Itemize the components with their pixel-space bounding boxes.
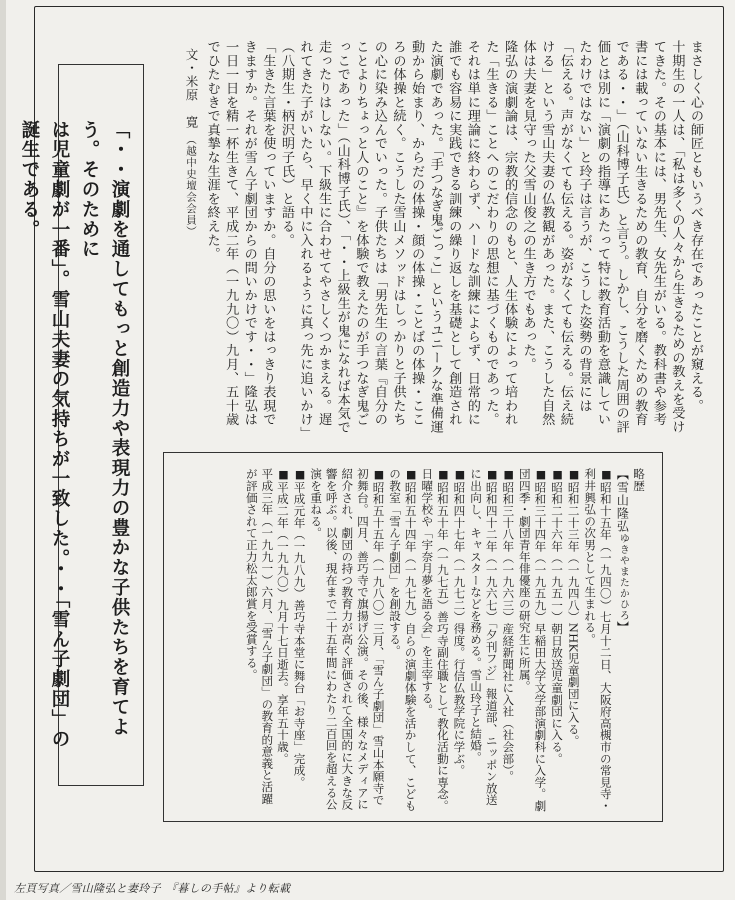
- byline-author: 文・米原 寛: [184, 48, 199, 129]
- body-paragraph: まさしく心の師匠ともいうべき存在であったことが窺える。: [688, 40, 703, 413]
- bio-entry-text: 昭和四十七年（一九七二）得度。行信仏教学院に学ぶ。: [452, 481, 467, 777]
- square-bullet-icon: ■: [502, 468, 516, 482]
- photo-caption: 左頁写真／雪山隆弘と妻玲子: [14, 882, 161, 895]
- bio-entry-text: 昭和十五年（一九四〇）七月十二日、大阪府高槻市の常見寺・利井興弘の次男として生まれる。: [583, 468, 613, 812]
- byline: [160, 48, 200, 278]
- bio-name: 【雪山隆弘: [615, 468, 630, 533]
- biography-entry: [548, 468, 565, 812]
- bio-entry-text: 昭和二十六年（一九五一）朝日放送児童劇団に入る。: [550, 481, 565, 765]
- article-body: [204, 40, 704, 436]
- pull-quote-line: は児童劇が一番」。雪山夫妻の気持ちが一致した。・・「雪ん子劇団」の誕生である。: [19, 120, 70, 749]
- bio-entry-text: 平成三年（一九九一）六月、「雪ん子劇団」の教育的意義と活躍が評価されて正力松太郎賞を受賞する。: [244, 468, 275, 805]
- square-bullet-icon: ■: [453, 468, 467, 482]
- biography-entry: [451, 468, 468, 812]
- page-edge: [0, 0, 6, 900]
- biography-entry: [582, 468, 614, 812]
- byline-org: （越中史壇会会員）: [185, 133, 197, 238]
- biography-entry: [243, 468, 274, 812]
- biography-entry: [565, 468, 582, 812]
- bio-entry-text: 昭和五十四年（一九七九）自らの演劇体験を活かして、こどもの教室「雪ん子劇団」を創設する。: [388, 468, 418, 812]
- body-paragraph: 隆弘の演劇論は、宗教的信念のもと、人生体験によって培われた「生きる」ことへのこだわりの思想に基づくものであった。それは単に理論に終わらず、ハードな訓練によらず、日常的に誰でも容易に実践できる訓練の繰り返しを基礎として創造された演劇であった。「手つなぎ鬼ごっこ」というユニークな準備運動から始まり、からだの体操・顔の体操・ことばの体操・こころの体操と続く。こうした雪山メソッドはしっかりと子供たちの心に染み込んでいった。子供たちは「男先生の言葉『自分のことよりちょっと人のこと』を体験で教えたのが手つなぎ鬼ごっこであった」（山科博子氏）、「・・上級生が鬼になれば本気で走ったりはしない。下級生に合わせてやさしくつかまえる。遅れてきた子がいたら、早く中に入れるように真っ先に追いかけ」（八期生・柄沢明子氏）と語る。: [278, 40, 518, 435]
- body-paragraph: 十期生の一人は、「私は多くの人々から生きるための教えを受けてきた。その基本には、男先生、女先生がいる。教科書や参考書には載っていない生きるための教育、自分を磨くための教育である・・」（山科博子氏）と言う。しかし、こうした周囲の評価とは別に「演劇の指導にあたって特に教育活動を意識していたわけではない」と玲子は言うが、こうした姿勢の背景には「伝える。声がなくても伝える。姿がなくても伝える。伝え続ける」という雪山夫妻の仏教観があった。また、こうした自然体は夫妻を見守った父雪山俊之の生き方でもあった。: [520, 40, 685, 434]
- biography-entry: [467, 468, 499, 812]
- biography-entry: [500, 468, 517, 812]
- pull-quote-line: 「・・演劇を通してもっと創造力や表現力の豊かな子供たちを育てよう。そのために: [79, 120, 130, 737]
- square-bullet-icon: ■: [599, 468, 613, 482]
- bio-entry-text: 昭和五十五年（一九八〇）三月、「雪ん子劇団」雪山本願寺で初舞台。四月、善巧寺で旗揚げ公演。その後、様々なメディアに紹介され、劇団の持つ教育力が高く評価されて全国的に大きな反響を呼ぶ。以後、現在まで二十五年間にわたり二百回を超える公演を重ねる。: [309, 468, 386, 811]
- biography-entry: [387, 468, 419, 812]
- biography-entry: [291, 468, 308, 812]
- square-bullet-icon: ■: [372, 468, 386, 482]
- bio-name-reading: ゆきやまたかひろ: [617, 533, 629, 621]
- square-bullet-icon: ■: [293, 468, 307, 482]
- pull-quote: [19, 120, 134, 760]
- bio-entry-text: 平成二年（一九九〇）九月十七日逝去。享年五十歳。: [275, 481, 290, 765]
- bio-entry-text: 昭和二十三年（一九四八）NHK児童劇団に入る。: [566, 481, 581, 747]
- bio-entry-text: 昭和三十八年（一九六三）産経新聞社に入社（社会部）。: [501, 481, 516, 783]
- bio-entry-text: 昭和四十二年（一九六七）「夕刊フジ」報道部、ニッポン放送に出向し、キャスターなどを務める。雪山玲子と結婚。: [469, 468, 499, 806]
- biography-entry: [274, 468, 291, 812]
- biography-entry: [308, 468, 387, 812]
- square-bullet-icon: ■: [276, 468, 290, 482]
- bio-entry-text: 平成元年（一九八九）善巧寺本堂に舞台「お寺座」完成。: [292, 481, 307, 789]
- bio-entry-text: 昭和五十年（一九七五）善巧寺副住職として教化活動に専念。日曜学校や「宇奈月夢を語る会」を主宰する。: [420, 468, 450, 812]
- biography-entry: [419, 468, 451, 812]
- biography: [180, 468, 646, 812]
- biography-entry: [516, 468, 548, 812]
- bio-entry-text: 昭和三十四年（一九五九）早稲田大学文学部演劇科に入学。劇団四季・劇団青年俳優座の研究生に所属。: [517, 468, 548, 812]
- bio-name-close: 】: [615, 621, 630, 634]
- source-credit: 『暮しの手帖』より転載: [166, 882, 291, 895]
- biography-heading: 略歴: [632, 468, 646, 492]
- biography-name: [614, 468, 631, 812]
- square-bullet-icon: ■: [534, 468, 548, 482]
- body-paragraph: 「生きた言葉を使っていますか。自分の思いをはっきり表現できますか。それが雪ん子劇団からの問いかけです・・」隆弘は一日一日を精一杯生きて、平成二年（一九九〇）九月、五十歳でひたむきで真摯な生涯を終えた。: [204, 40, 276, 427]
- square-bullet-icon: ■: [485, 468, 499, 482]
- square-bullet-icon: ■: [404, 468, 418, 482]
- square-bullet-icon: ■: [567, 468, 581, 482]
- square-bullet-icon: ■: [436, 468, 450, 482]
- square-bullet-icon: ■: [551, 468, 565, 482]
